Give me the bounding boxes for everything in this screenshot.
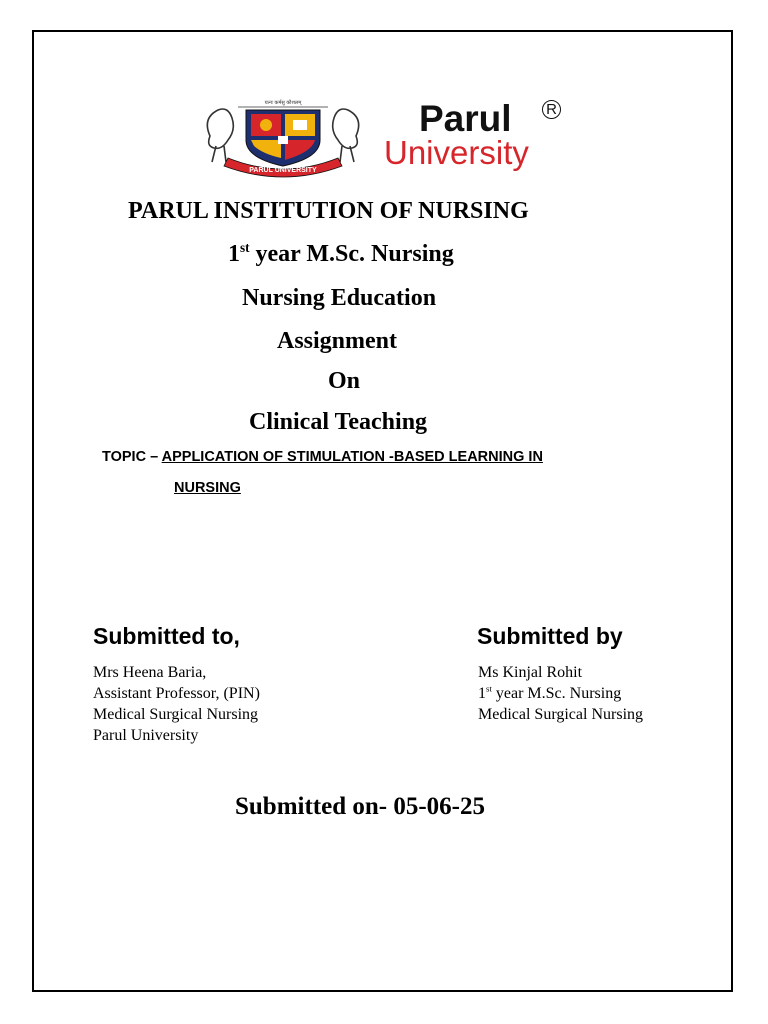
year-course-line	[228, 241, 454, 268]
year-ordinal-suffix: st	[240, 240, 250, 255]
topic-line-2	[174, 480, 241, 496]
subject-title: Nursing Education	[242, 285, 437, 311]
submitted-to-university: Parul University	[93, 727, 199, 744]
submitted-to-designation: Assistant Professor, (PIN)	[93, 685, 260, 702]
parul-university-crest-icon	[188, 96, 378, 178]
registered-mark: R	[542, 100, 561, 119]
svg-text:यत्नः कर्मसु कौशलम्: यत्नः कर्मसु कौशलम्	[264, 100, 302, 106]
institution-title: PARUL INSTITUTION OF NURSING	[128, 198, 529, 224]
submitted-by-year-text: year M.Sc. Nursing	[491, 685, 622, 702]
submitted-to-department: Medical Surgical Nursing	[93, 706, 259, 723]
submitted-by-year-suffix: st	[486, 683, 492, 694]
year-course-text: year M.Sc. Nursing	[249, 241, 454, 267]
year-ordinal: 1	[228, 241, 240, 267]
submitted-on-date: Submitted on- 05-06-25	[235, 793, 486, 820]
logo-brand-parul: Parul	[419, 98, 512, 139]
on-label: On	[328, 368, 361, 394]
topic-text-2: NURSING	[174, 480, 241, 496]
topic-line-1	[102, 449, 543, 465]
assignment-title: Assignment	[277, 328, 398, 354]
submitted-by-heading: Submitted by	[477, 623, 623, 649]
submitted-to-name: Mrs Heena Baria,	[93, 664, 207, 681]
submitted-by-department: Medical Surgical Nursing	[478, 706, 644, 723]
svg-text:PARUL UNIVERSITY: PARUL UNIVERSITY	[249, 167, 317, 174]
clinical-teaching-title: Clinical Teaching	[249, 409, 428, 435]
topic-prefix: TOPIC –	[102, 449, 162, 465]
submitted-by-year-ordinal: 1	[478, 685, 486, 702]
submitted-by-year	[478, 685, 621, 703]
topic-text-1: APPLICATION OF STIMULATION -BASED LEARNING IN	[161, 449, 543, 465]
submitted-by-name: Ms Kinjal Rohit	[478, 664, 583, 681]
logo-brand-university: University	[384, 134, 529, 171]
submitted-to-heading: Submitted to,	[93, 623, 240, 649]
university-logo	[188, 96, 588, 178]
